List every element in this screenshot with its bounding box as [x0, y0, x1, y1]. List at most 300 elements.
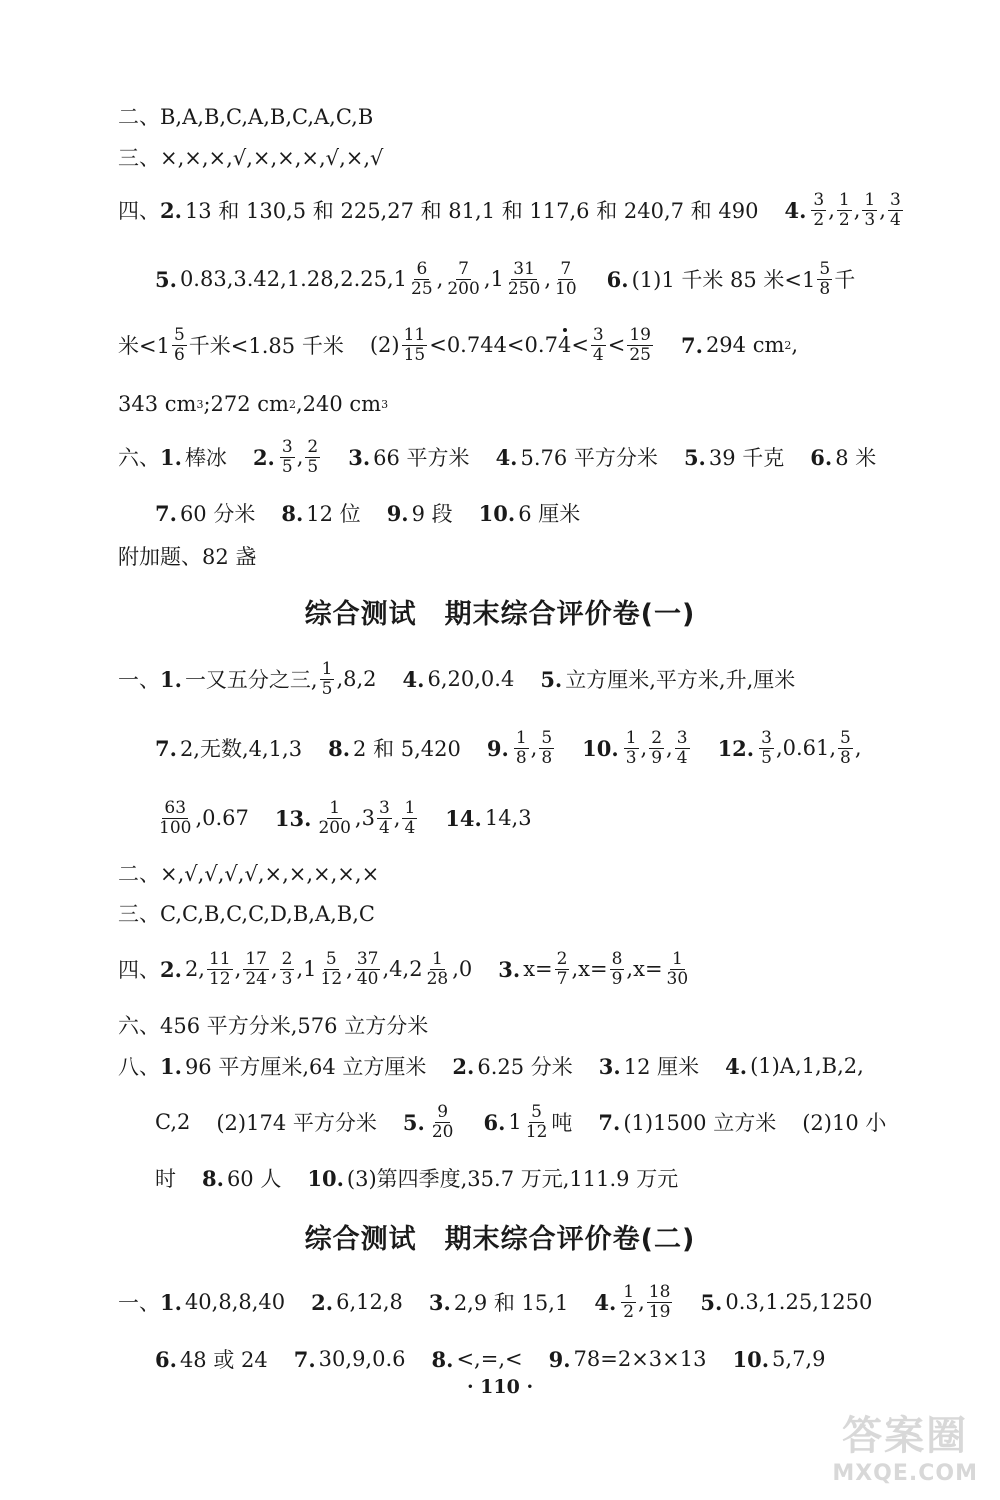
superscript: 3: [381, 397, 389, 411]
answer-line: [155, 727, 930, 768]
numerator: 1: [515, 727, 527, 748]
fraction: [888, 191, 903, 229]
answer-text: ,1: [483, 267, 504, 291]
answer-item: [802, 1107, 886, 1137]
fraction: [553, 260, 579, 298]
answer-item: [498, 950, 692, 988]
answer-item: [810, 442, 876, 472]
numerator: 5: [840, 727, 851, 748]
question-number: 8.: [202, 1165, 224, 1191]
answer-line: [118, 948, 930, 989]
answer-item: [155, 1163, 176, 1193]
answer-line: [155, 1161, 930, 1195]
answer-item: [784, 191, 904, 229]
denominator: 20: [431, 1121, 454, 1142]
numerator: 63: [164, 797, 187, 818]
superscript: 2: [784, 338, 792, 352]
answer-text: 千: [834, 268, 856, 292]
question-number: 13.: [274, 805, 312, 831]
numerator: 5: [173, 324, 185, 345]
fraction: [539, 729, 554, 767]
numerator: 5: [541, 727, 553, 748]
numerator: 11: [208, 948, 231, 969]
fraction: [320, 660, 335, 698]
question-number: 1.: [160, 666, 182, 692]
answer-text: (1)1 千米 85 米<1: [631, 268, 816, 292]
answer-item: [607, 260, 856, 298]
numerator: 1: [864, 189, 876, 210]
answer-item: [594, 1283, 674, 1321]
answer-text: ,3: [354, 806, 375, 830]
question-number: 5.: [540, 666, 563, 692]
answer-item: [429, 1287, 568, 1317]
numerator: 3: [281, 436, 293, 457]
answer-text: ,: [638, 1290, 645, 1314]
answer-item: [432, 1347, 523, 1372]
answer-line: [155, 258, 930, 299]
denominator: 8: [541, 747, 553, 768]
question-number: 1.: [160, 1289, 182, 1315]
repeating-digit: 4: [557, 333, 572, 357]
answer-item: [216, 1107, 377, 1137]
answer-text: ,4,2: [382, 957, 423, 981]
numerator: 3: [676, 727, 688, 748]
answer-text: 立方厘米,平方米,升,厘米: [565, 668, 796, 692]
numerator: 7: [560, 258, 572, 279]
answer-text: 5,7,9: [772, 1347, 826, 1371]
answer-text: 三、C,C,B,C,C,D,B,A,B,C: [118, 902, 375, 926]
denominator: 25: [411, 278, 433, 299]
question-number: 2.: [160, 956, 182, 982]
answer-item: [311, 1290, 403, 1315]
denominator: 5: [281, 456, 293, 477]
fraction: [514, 729, 529, 767]
answer-item: [118, 858, 379, 888]
answer-text: 78=2×3×13: [573, 1347, 707, 1371]
fraction: [610, 950, 625, 988]
answer-text: 6,12,8: [336, 1290, 403, 1314]
answer-text: 0.3,1.25,1250: [725, 1290, 873, 1314]
denominator: 4: [378, 817, 390, 838]
answer-text: 四、: [118, 958, 160, 982]
answer-line: [118, 140, 930, 174]
fraction: [506, 260, 542, 298]
answer-text: <,=,<: [456, 1347, 523, 1371]
fraction: [627, 326, 653, 364]
fraction: [207, 950, 233, 988]
fraction: [402, 326, 428, 364]
denominator: 2: [623, 1301, 635, 1322]
denominator: 28: [426, 968, 449, 989]
answer-text: ,: [346, 957, 353, 981]
numerator: 37: [356, 948, 379, 969]
answer-text: 吨: [551, 1111, 573, 1135]
fraction: [172, 326, 187, 364]
answer-text: 39 千克: [708, 446, 785, 470]
watermark-title: 答案圈: [842, 1413, 969, 1459]
fraction: [591, 326, 606, 364]
answer-item: [307, 1163, 678, 1193]
answer-text: (2)174 平方分米: [216, 1111, 377, 1135]
answer-item: [118, 326, 344, 364]
fraction: [280, 438, 295, 476]
fraction: [759, 729, 774, 767]
fraction: [445, 260, 481, 298]
answer-item: [732, 1347, 825, 1372]
answer-text: 48 或 24: [179, 1348, 268, 1372]
question-number: 3.: [348, 444, 371, 470]
question-number: 4.: [495, 444, 518, 470]
page-number: · 110 ·: [466, 1376, 534, 1398]
numerator: 6: [416, 258, 428, 279]
answer-text: 三、×,×,×,√,×,×,×,√,×,√: [118, 146, 384, 170]
question-number: 9.: [386, 500, 409, 526]
denominator: 5: [761, 747, 772, 768]
answer-line: [155, 496, 930, 530]
answer-text: 0.83,3.42,1.28,2.25,1: [179, 267, 408, 291]
answer-text: ,0: [452, 957, 473, 981]
answer-item: [281, 498, 360, 528]
question-number: 3.: [598, 1053, 621, 1079]
question-number: 6.: [606, 266, 629, 292]
answer-item: [155, 1110, 190, 1134]
superscript: 2: [288, 397, 296, 411]
answer-text: 1: [508, 1110, 522, 1134]
denominator: 19: [648, 1301, 671, 1322]
answer-text: 14,3: [484, 806, 532, 830]
answer-text: ,: [544, 267, 551, 291]
answer-item: [348, 442, 469, 472]
denominator: 24: [245, 968, 267, 989]
fraction: [430, 1103, 456, 1141]
numerator: 1: [671, 948, 683, 969]
question-number: 2.: [452, 1053, 475, 1079]
fraction: [837, 191, 852, 229]
fraction: [675, 729, 690, 767]
section-heading: 综合测试 期末综合评价卷(一): [304, 599, 696, 630]
answer-text: 12 位: [306, 502, 361, 526]
question-number: 9.: [548, 1346, 571, 1372]
fraction: [157, 799, 193, 837]
answer-text: ,x=: [626, 957, 663, 981]
answer-line: [118, 436, 930, 477]
answer-item: [155, 1344, 268, 1374]
fraction: [425, 950, 451, 988]
answer-text: 八、: [118, 1055, 160, 1079]
fraction: [624, 729, 639, 767]
fraction: [811, 191, 826, 229]
answer-text: (2)10 小: [802, 1111, 887, 1135]
answer-item: [118, 1051, 426, 1081]
question-number: 3.: [428, 1289, 451, 1315]
numerator: 2: [556, 948, 568, 969]
question-number: 3.: [498, 956, 521, 982]
answer-line: [118, 856, 930, 890]
answer-text: ,: [640, 736, 648, 760]
watermark-url: MXQE.COM: [832, 1461, 978, 1486]
answer-text: ,0.67: [195, 806, 249, 830]
answer-text: 66 平方米: [373, 446, 470, 470]
question-number: 8.: [328, 735, 351, 761]
denominator: 7: [556, 968, 568, 989]
numerator: 18: [648, 1281, 671, 1302]
fraction: [524, 1103, 550, 1141]
fraction: [621, 1283, 636, 1321]
denominator: 4: [889, 209, 901, 230]
denominator: 12: [208, 968, 231, 989]
answer-text: 时: [155, 1167, 176, 1191]
superscript: 3: [196, 397, 204, 411]
denominator: 15: [403, 344, 426, 365]
question-number: 5.: [700, 1289, 723, 1315]
question-number: 12.: [717, 735, 755, 761]
numerator: 17: [245, 948, 267, 969]
answer-text: ,x=: [571, 957, 608, 981]
answer-text: ,: [234, 957, 242, 981]
numerator: 5: [531, 1101, 542, 1122]
answer-text: (3)第四季度,35.7 万元,111.9 万元: [346, 1167, 679, 1191]
numerator: 1: [431, 948, 443, 969]
denominator: 6: [173, 344, 185, 365]
answer-text: 96 平方厘米,64 立方厘米: [184, 1055, 427, 1079]
answer-line: [155, 1101, 930, 1142]
question-number: 2.: [160, 197, 182, 223]
fraction: [316, 799, 352, 837]
question-number: 6.: [155, 1346, 177, 1372]
watermark: [832, 1404, 978, 1486]
answer-text: 米<1: [118, 334, 170, 358]
answer-line: [118, 189, 930, 230]
answer-line: [118, 1008, 930, 1042]
question-number: 7.: [155, 735, 177, 761]
question-number: 4.: [784, 197, 807, 223]
answer-text: ,: [854, 736, 862, 760]
numerator: 2: [307, 436, 319, 457]
question-number: 1.: [160, 1053, 182, 1079]
denominator: 8: [840, 747, 851, 768]
denominator: 4: [676, 747, 688, 768]
answer-text: 6,20,0.4: [427, 667, 515, 691]
answer-item: [118, 898, 375, 928]
answer-item: [253, 438, 322, 476]
answer-line: [118, 539, 930, 573]
answer-text: 2,无数,4,1,3: [179, 737, 303, 761]
denominator: 9: [611, 968, 623, 989]
numerator: 3: [813, 189, 825, 210]
answer-item: [403, 1103, 458, 1141]
answer-item: [684, 442, 784, 472]
answer-text: ,: [853, 198, 861, 222]
answer-item: [487, 729, 556, 767]
answer-item: [118, 392, 388, 416]
question-number: 7.: [293, 1346, 316, 1372]
answer-item: [275, 799, 419, 837]
numerator: 7: [458, 258, 469, 279]
fraction: [647, 1283, 673, 1321]
question-number: 10.: [582, 735, 619, 761]
fraction: [838, 729, 853, 767]
answer-text: ,8,2: [336, 667, 377, 691]
answer-text: ;272 cm: [203, 392, 289, 416]
answer-line: [118, 387, 930, 421]
answer-item: [681, 333, 798, 358]
answer-text: 附加题、82 盏: [118, 545, 257, 569]
answer-line: [118, 658, 930, 699]
answer-text: 8 米: [835, 446, 877, 470]
answer-item: [328, 733, 461, 763]
answer-text: 5.76 平方分米: [520, 446, 658, 470]
fraction: [319, 950, 345, 988]
answer-item: [118, 101, 373, 131]
answer-item: [155, 498, 255, 528]
fraction: [243, 950, 269, 988]
answer-text: 6.25 分米: [477, 1055, 573, 1079]
answer-text: ,240 cm: [295, 392, 382, 416]
numerator: 11: [403, 324, 426, 345]
answer-text: ,: [791, 333, 799, 357]
question-number: 1.: [160, 444, 182, 470]
denominator: 4: [404, 817, 416, 838]
question-number: 4.: [594, 1289, 617, 1315]
denominator: 100: [159, 817, 192, 838]
fraction: [862, 191, 877, 229]
question-number: 10.: [307, 1165, 344, 1191]
answer-item: [118, 1287, 285, 1317]
answer-item: [496, 442, 658, 472]
answer-text: ,: [530, 736, 538, 760]
answer-line: [155, 1342, 930, 1376]
answer-line: [118, 324, 930, 365]
numerator: 2: [651, 727, 663, 748]
answer-item: [387, 498, 453, 528]
section-heading: 综合测试 期末综合评价卷(二): [304, 1224, 696, 1255]
answer-item: [725, 1054, 864, 1079]
numerator: 1: [838, 189, 850, 210]
answer-line: [118, 99, 930, 133]
answer-text: ,: [296, 445, 304, 469]
fraction: [555, 950, 570, 988]
fraction: [649, 729, 664, 767]
question-number: 2.: [311, 1289, 334, 1315]
answer-text: 30,9,0.6: [318, 1347, 406, 1371]
denominator: 8: [515, 747, 527, 768]
answer-text: (2): [369, 333, 400, 357]
answer-item: [700, 1290, 872, 1315]
answer-text: 二、×,√,√,√,√,×,×,×,×,×: [118, 862, 380, 886]
answer-text: 2,9 和 15,1: [453, 1291, 569, 1315]
fraction: [355, 950, 381, 988]
question-number: 7.: [681, 332, 703, 358]
answer-item: [483, 1103, 572, 1141]
question-number: 14.: [445, 805, 482, 831]
answer-text: ,1: [296, 957, 317, 981]
question-number: 4.: [725, 1053, 748, 1079]
fraction: [305, 438, 320, 476]
numerator: 1: [404, 797, 416, 818]
answer-item: [403, 667, 515, 692]
answer-text: 一又五分之三,: [184, 668, 318, 692]
answer-item: [202, 1163, 281, 1193]
answer-text: <: [571, 333, 589, 357]
question-number: 2.: [252, 444, 275, 470]
denominator: 12: [525, 1121, 548, 1142]
question-number: 9.: [486, 735, 509, 761]
answer-text: ,: [879, 198, 886, 222]
denominator: 5: [307, 456, 319, 477]
answer-text: 294 cm: [705, 333, 785, 357]
answer-text: x=: [523, 957, 553, 981]
answer-text: 9 段: [411, 502, 453, 526]
answer-item: [452, 1051, 572, 1081]
denominator: 3: [864, 209, 876, 230]
numerator: 1: [623, 1281, 635, 1302]
numerator: 2: [281, 948, 293, 969]
numerator: 3: [889, 189, 901, 210]
denominator: 9: [651, 747, 663, 768]
denominator: 10: [555, 278, 577, 299]
answer-text: 2,: [184, 957, 205, 981]
answer-item: [370, 326, 655, 364]
answer-text: 千米<1.85 千米: [188, 334, 344, 358]
question-number: 6.: [810, 444, 833, 470]
denominator: 3: [281, 968, 293, 989]
fraction: [409, 260, 435, 298]
answer-text: ,: [393, 806, 401, 830]
denominator: 8: [819, 278, 831, 299]
question-number: 5.: [683, 444, 706, 470]
question-number: 10.: [732, 1346, 770, 1372]
fraction: [817, 260, 832, 298]
answer-item: [479, 498, 581, 528]
numerator: 5: [819, 258, 831, 279]
answer-text: ,: [436, 267, 444, 291]
answer-item: [445, 806, 531, 831]
question-number: 4.: [402, 666, 425, 692]
answer-line: [155, 797, 930, 838]
denominator: 4: [592, 344, 604, 365]
denominator: 3: [625, 747, 637, 768]
answer-text: 四、: [118, 199, 160, 223]
answer-item: [155, 733, 302, 763]
numerator: 3: [761, 727, 772, 748]
answer-text: 棒冰: [184, 446, 227, 470]
numerator: 8: [611, 948, 623, 969]
answer-text: C,2: [155, 1110, 191, 1134]
numerator: 19: [629, 324, 651, 345]
numerator: 5: [325, 948, 337, 969]
answer-text: <0.744<0.7: [429, 333, 558, 357]
answer-item: [118, 1010, 428, 1040]
answer-text: 60 人: [226, 1167, 282, 1191]
question-number: 6.: [483, 1109, 506, 1135]
answer-item: [118, 541, 256, 571]
question-number: 5.: [402, 1109, 425, 1135]
numerator: 3: [592, 324, 604, 345]
denominator: 5: [321, 678, 333, 699]
answer-text: (1)1500 立方米: [623, 1111, 777, 1135]
answer-item: [118, 950, 472, 988]
answer-text: 六、456 平方分米,576 立方分米: [118, 1014, 429, 1038]
answer-text: 6 厘米: [518, 502, 581, 526]
answer-text: 一、: [118, 668, 160, 692]
numerator: 31: [513, 258, 535, 279]
denominator: 250: [507, 278, 541, 299]
numerator: 1: [625, 727, 637, 748]
fraction: [280, 950, 295, 988]
answer-text: 343 cm: [118, 392, 197, 416]
answer-item: [118, 442, 227, 472]
numerator: 1: [321, 658, 333, 679]
